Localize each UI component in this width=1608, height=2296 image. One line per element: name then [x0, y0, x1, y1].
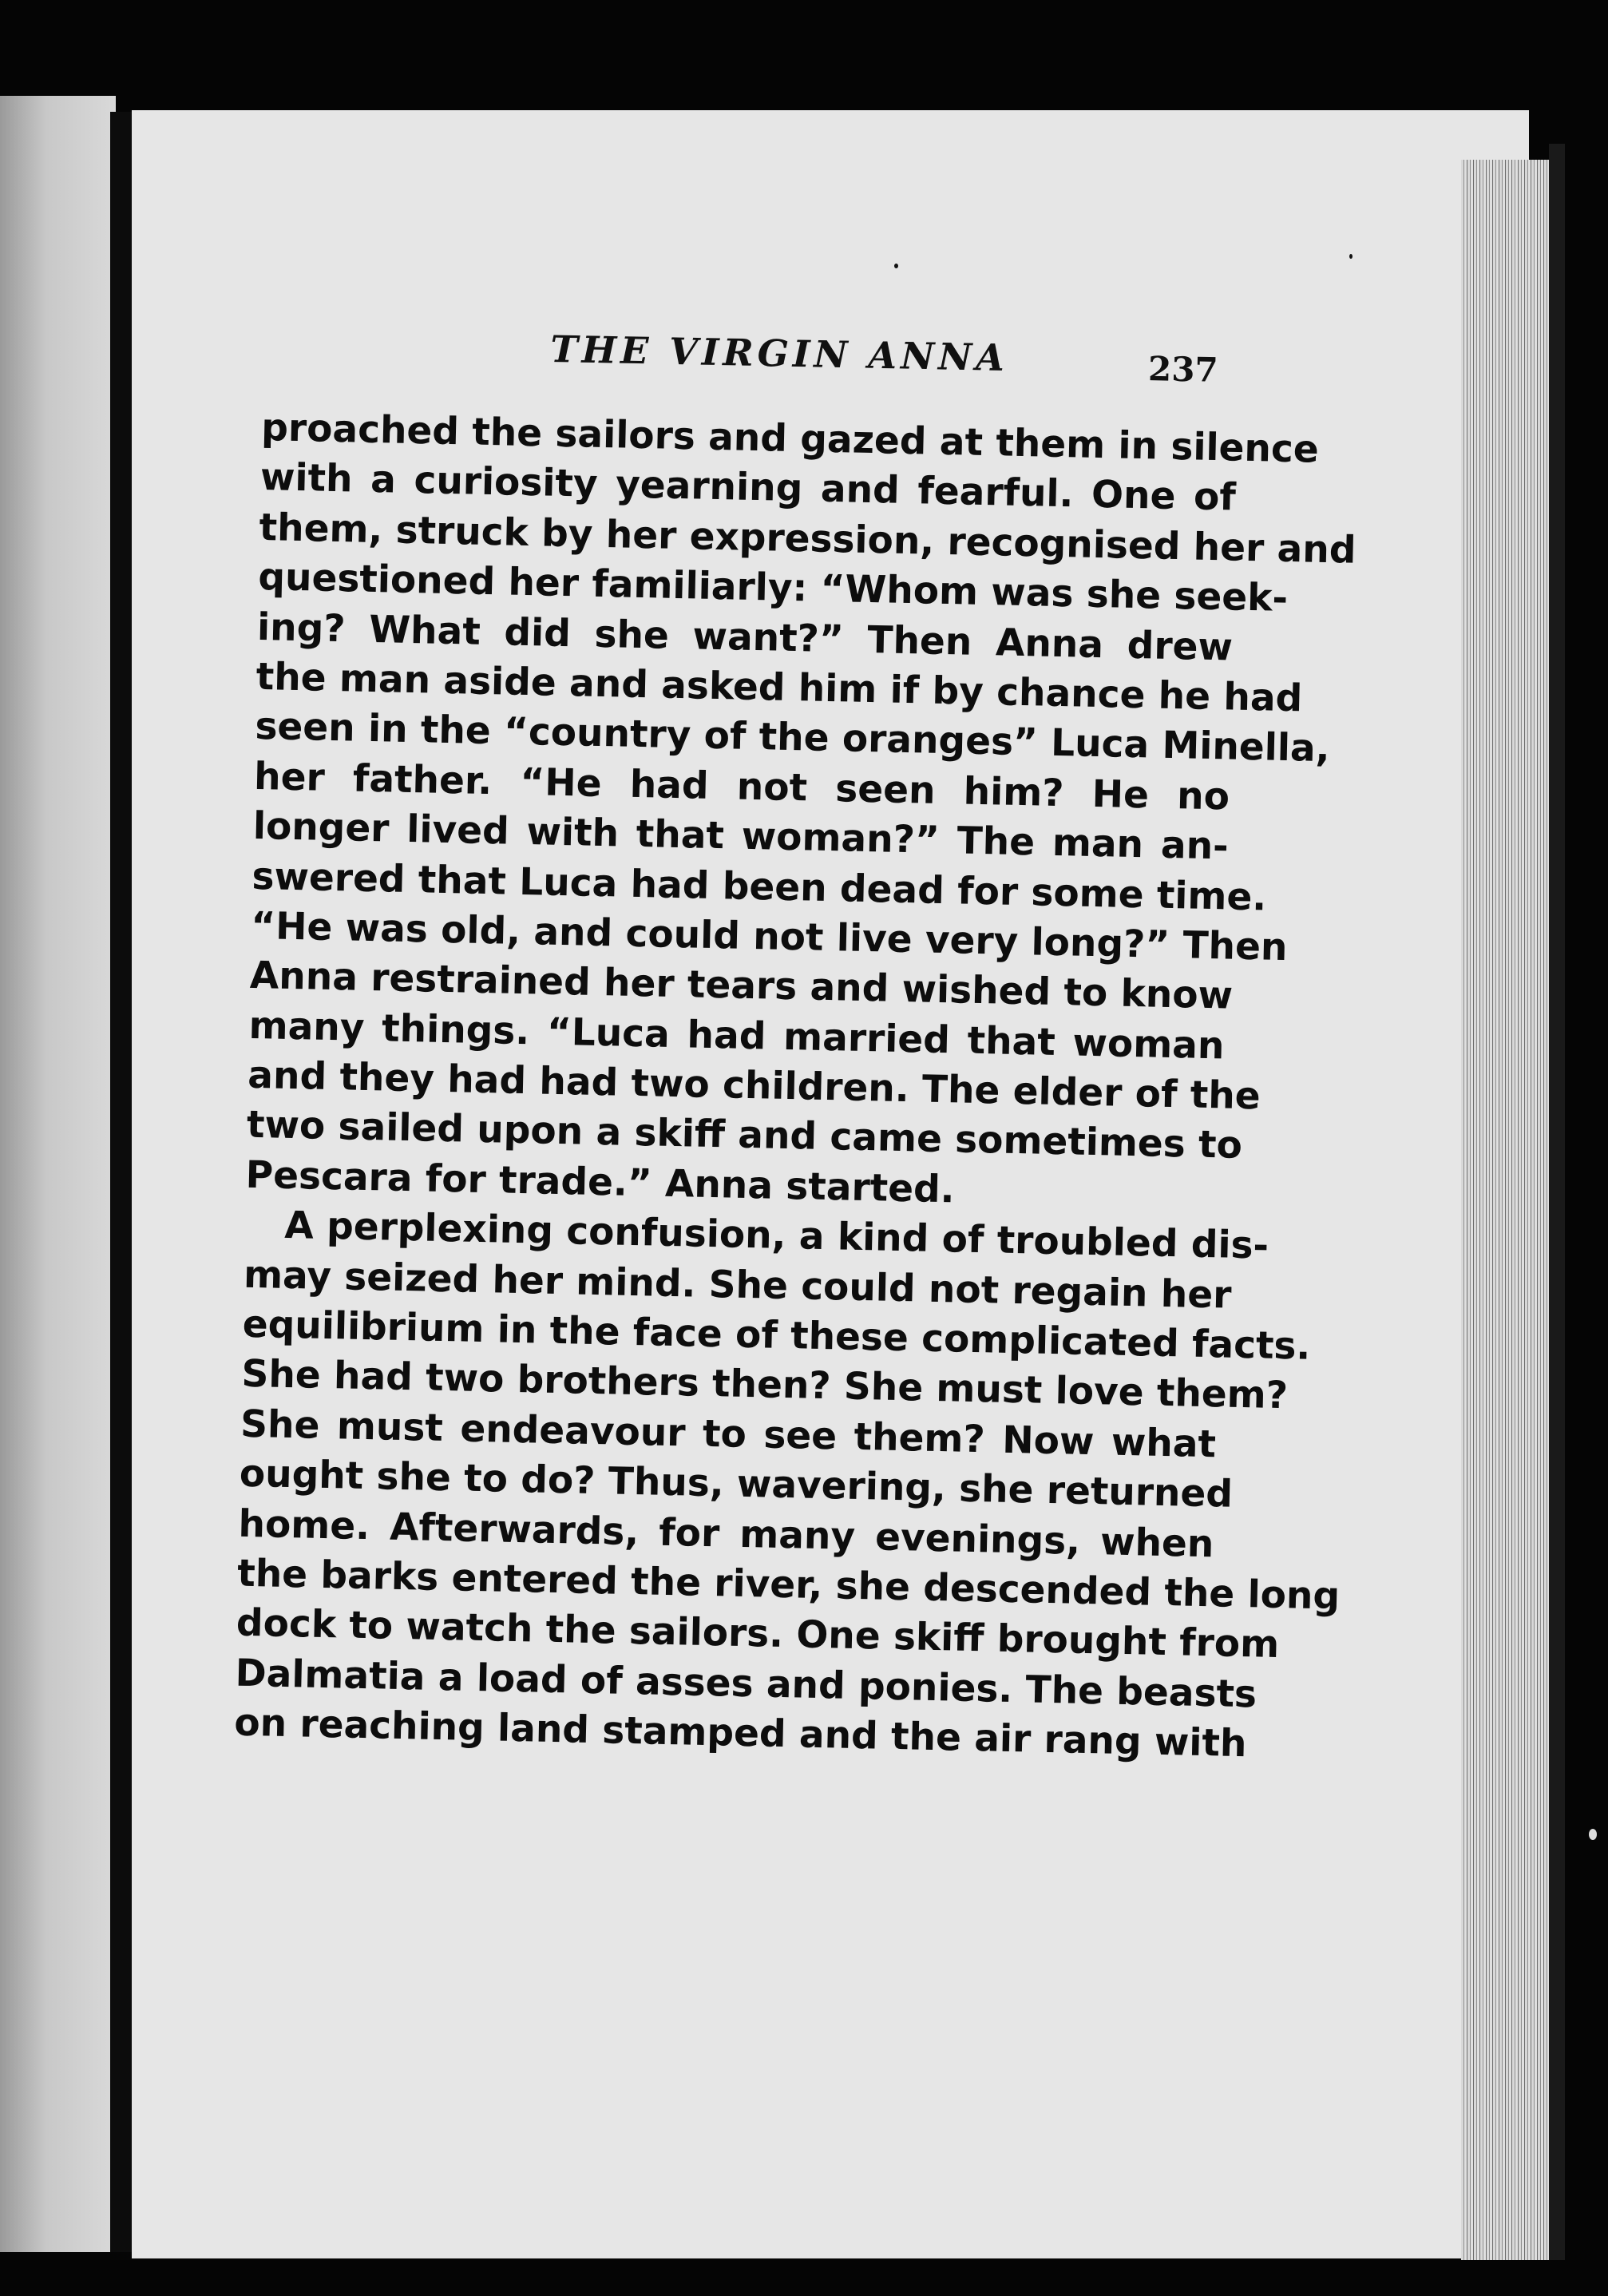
text-line: may seized her mind. She could not regain her: [243, 1252, 1232, 1318]
text-line: ing? What did she want?” Then Anna drew: [256, 605, 1234, 670]
body-text: [233, 403, 1357, 1769]
scan-speck: [1589, 1829, 1597, 1840]
scan-speck: [894, 264, 898, 268]
page-number: 237: [1147, 349, 1219, 390]
text-line: with a curiosity yearning and fearful. One of: [259, 455, 1237, 520]
text-line: swered that Luca had been dead for some time.: [251, 854, 1267, 919]
text-line: many things. “Luca had married that woman: [248, 1003, 1225, 1069]
text-line: Dalmatia a load of asses and ponies. The beasts: [235, 1651, 1257, 1717]
text-line: her father. “He had not seen him? He no: [253, 754, 1230, 819]
text-line: the man aside and asked him if by chance he had: [255, 654, 1303, 721]
page-edge-shadow: [1549, 144, 1565, 2260]
text-line: ought she to do? Thus, wavering, she returned: [239, 1451, 1234, 1517]
text-line: Pescara for trade.” Anna started.: [245, 1152, 956, 1212]
text-line: “He was old, and could not live very long?” Then: [250, 903, 1288, 970]
text-line: A perplexing confusion, a kind of troubled dis-: [283, 1204, 1269, 1268]
text-line: them, struck by her expression, recognised her and: [259, 505, 1357, 573]
text-line: two sailed upon a skiff and came sometimes to: [246, 1103, 1243, 1168]
page-stack-edge: [1461, 160, 1549, 2260]
text-line: dock to watch the sailors. One skiff brought from: [236, 1601, 1280, 1667]
text-line: Anna restrained her tears and wished to know: [249, 954, 1234, 1018]
text-line: and they had had two children. The elder of the: [247, 1053, 1261, 1119]
running-head: THE VIRGIN ANNA: [549, 327, 1009, 380]
book-gutter: [110, 112, 134, 2252]
text-line: longer lived with that woman?” The man an-: [252, 804, 1230, 869]
text-line: questioned her familiarly: “Whom was she seek-: [257, 555, 1289, 621]
text-line: home. Afterwards, for many evenings, when: [238, 1501, 1214, 1566]
facing-page-edge: [0, 96, 116, 2252]
scan-speck: [1349, 254, 1353, 259]
text-line: seen in the “country of the oranges” Luca Minella,: [254, 704, 1331, 771]
text-line: She had two brothers then? She must love them?: [240, 1352, 1289, 1418]
text-line: equilibrium in the face of these complicated facts.: [242, 1302, 1311, 1369]
text-line: She must endeavour to see them? Now what: [240, 1402, 1217, 1467]
text-line: proached the sailors and gazed at them in silence: [260, 405, 1320, 472]
text-line: the barks entered the river, she descended the long: [236, 1551, 1341, 1619]
text-line: on reaching land stamped and the air rang with: [233, 1700, 1247, 1767]
